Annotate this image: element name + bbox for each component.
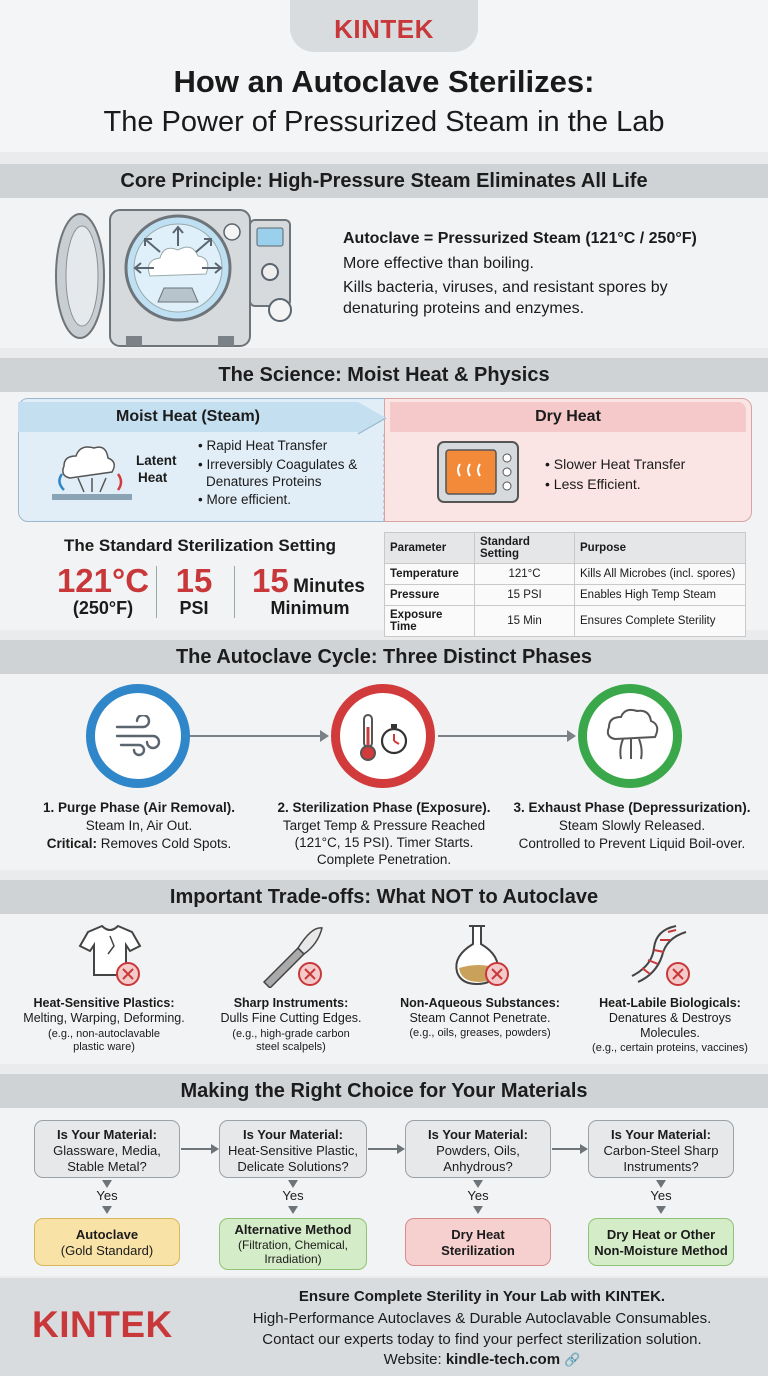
thermometer-timer-icon — [356, 709, 412, 765]
core-panel — [0, 198, 768, 348]
arrow-down-icon — [102, 1180, 112, 1188]
arrow-right-icon — [320, 730, 329, 742]
table-header: Standard Setting — [475, 533, 575, 564]
core-line2: More effective than boiling. — [343, 255, 534, 272]
page-title: How an Autoclave Sterilizes: — [173, 64, 595, 99]
arrow-down-icon — [656, 1206, 666, 1214]
tradeoff-4-sub1: (e.g., certain proteins, vaccines) — [592, 1042, 748, 1054]
table-row — [385, 606, 746, 637]
table-cell: Ensures Complete Sterility — [575, 606, 746, 637]
table-header: Parameter — [385, 533, 475, 564]
phase-3-line2: Controlled to Prevent Liquid Boil-over. — [518, 836, 746, 851]
temp-f: (250°F) — [72, 598, 134, 618]
tradeoff-1-sub2: plastic ware) — [73, 1041, 135, 1053]
question-text: Stable Metal? — [67, 1159, 147, 1174]
tradeoff-2-sub1: (e.g., high-grade carbon — [232, 1028, 350, 1040]
result-title: Autoclave — [75, 1227, 139, 1242]
yes-label: Yes — [467, 1188, 489, 1203]
choice-heading: Making the Right Choice for Your Materials — [0, 1074, 768, 1108]
question-label: Is Your Material: — [243, 1127, 343, 1142]
arrow-down-icon — [473, 1180, 483, 1188]
result-autoclave — [34, 1218, 180, 1266]
tradeoff-4-title: Heat-Labile Biologicals: — [599, 996, 741, 1010]
purge-phase-circle — [86, 684, 190, 788]
core-line3a: Kills bacteria, viruses, and resistant spores by — [343, 279, 668, 296]
dry-point-1: • Slower Heat Transfer — [545, 456, 686, 472]
moist-point-1: • Rapid Heat Transfer — [198, 438, 328, 453]
time-value — [252, 562, 365, 600]
setting-title: The Standard Sterilization Setting — [63, 536, 337, 555]
phase-2-line2: (121°C, 15 PSI). Timer Starts. — [294, 835, 474, 850]
tradeoff-3-title: Non-Aqueous Substances: — [400, 996, 560, 1010]
footer-logo[interactable]: KINTEK — [32, 1304, 173, 1345]
table-cell: Exposure Time — [385, 606, 475, 637]
table-row — [385, 564, 746, 585]
result-subtitle: (Filtration, Chemical, — [237, 1238, 349, 1252]
table-cell: Pressure — [385, 585, 475, 606]
moist-point-2: • Irreversibly Coagulates & — [198, 457, 358, 472]
result-alternative — [219, 1218, 367, 1270]
question-box-3 — [405, 1120, 551, 1178]
link-icon: 🔗 — [564, 1352, 581, 1367]
time-num: 15 — [252, 562, 289, 599]
tradeoff-2-sub2: steel scalpels) — [256, 1041, 326, 1053]
core-line3b: denaturing proteins and enzymes. — [343, 300, 585, 317]
latent-heat-icon — [48, 438, 138, 508]
tradeoff-1-sub1: (e.g., non-autoclavable — [48, 1028, 160, 1040]
steam-cloud-icon — [603, 707, 659, 765]
question-box-4 — [588, 1120, 734, 1178]
website-link[interactable]: kindle-tech.com — [445, 1351, 561, 1368]
divider-1 — [156, 566, 157, 618]
result-subtitle: Irradiation) — [264, 1252, 322, 1266]
dry-heat-title: Dry Heat — [390, 402, 746, 432]
moist-heat-title: Moist Heat (Steam) — [18, 402, 358, 432]
cycle-connector-2 — [438, 735, 572, 737]
footer-line1: Ensure Complete Sterility in Your Lab with KINTEK. — [298, 1288, 666, 1305]
sterilization-phase-circle — [331, 684, 435, 788]
core-line1: Autoclave = Pressurized Steam (121°C / 250°F) — [343, 230, 697, 247]
header-logo[interactable]: KINTEK — [334, 14, 434, 44]
phase-3-line1: Steam Slowly Released. — [558, 818, 706, 833]
tradeoff-1-line1: Melting, Warping, Deforming. — [23, 1011, 185, 1025]
question-label: Is Your Material: — [428, 1127, 528, 1142]
table-cell: Enables High Temp Steam — [575, 585, 746, 606]
autoclave-illustration — [50, 206, 310, 348]
question-box-2 — [219, 1120, 367, 1178]
footer-line2: High-Performance Autoclaves & Durable Autoclavable Consumables. — [252, 1310, 712, 1327]
arrow-right-icon — [580, 1144, 588, 1154]
shirt-icon — [76, 922, 146, 988]
result-title: Alternative Method — [234, 1222, 352, 1237]
tradeoff-1-title: Heat-Sensitive Plastics: — [33, 996, 175, 1010]
tradeoff-3-line1: Steam Cannot Penetrate. — [409, 1011, 551, 1025]
pressure-unit: PSI — [179, 598, 209, 618]
tradeoff-2-line1: Dulls Fine Cutting Edges. — [220, 1011, 362, 1025]
flow-connector — [181, 1148, 213, 1150]
arrow-down-icon — [656, 1180, 666, 1188]
phase-1-critical: Critical: — [46, 836, 97, 851]
table-cell: Kills All Microbes (incl. spores) — [575, 564, 746, 585]
flow-connector — [368, 1148, 398, 1150]
pressure-num: 15 — [175, 562, 213, 599]
moist-point-4: • More efficient. — [198, 492, 292, 507]
arrow-down-icon — [288, 1180, 298, 1188]
question-text: Glassware, Media, — [53, 1143, 161, 1158]
page-subtitle: The Power of Pressurized Steam in the Lab — [103, 106, 665, 138]
header — [0, 0, 768, 152]
arrow-down-icon — [473, 1206, 483, 1214]
cycle-panel — [0, 674, 768, 870]
latent-label-1: Latent — [136, 453, 177, 468]
arrow-down-icon — [288, 1206, 298, 1214]
oven-icon — [436, 438, 520, 506]
dna-icon — [626, 922, 696, 988]
phase-1-line2-text: Removes Cold Spots. — [96, 836, 232, 851]
latent-label-2: Heat — [138, 470, 168, 485]
footer-line3: Contact our experts today to find your perfect sterilization solution. — [262, 1331, 702, 1348]
question-label: Is Your Material: — [611, 1127, 711, 1142]
temp-c: 121°C — [56, 562, 150, 599]
cycle-connector-1 — [190, 735, 326, 737]
science-heading: The Science: Moist Heat & Physics — [0, 358, 768, 392]
phase-2-line3: Complete Penetration. — [316, 852, 452, 867]
tradeoff-4-line1: Denatures & Destroys — [608, 1011, 732, 1025]
question-text: Powders, Oils, — [436, 1143, 520, 1158]
phase-1-line1: Steam In, Air Out. — [85, 818, 193, 833]
yes-label: Yes — [96, 1188, 118, 1203]
phase-2-title: 2. Sterilization Phase (Exposure). — [277, 800, 491, 815]
result-subtitle: Sterilization — [441, 1243, 515, 1258]
yes-label: Yes — [282, 1188, 304, 1203]
result-title: Dry Heat or Other — [606, 1227, 716, 1242]
result-title: Dry Heat — [451, 1227, 505, 1242]
phase-3-title: 3. Exhaust Phase (Depressurization). — [513, 800, 751, 815]
result-non-moisture — [588, 1218, 734, 1266]
yes-label: Yes — [650, 1188, 672, 1203]
table-header-row — [385, 533, 746, 564]
arrow-right-icon — [567, 730, 576, 742]
flask-icon — [445, 922, 515, 988]
footer — [0, 1278, 768, 1376]
tradeoff-2-title: Sharp Instruments: — [233, 996, 349, 1010]
choice-panel — [0, 1108, 768, 1276]
table-cell: 15 PSI — [475, 585, 575, 606]
result-subtitle: (Gold Standard) — [60, 1243, 154, 1258]
phase-2-line1: Target Temp & Pressure Reached — [282, 818, 486, 833]
result-subtitle: Non-Moisture Method — [594, 1243, 728, 1258]
tradeoff-3-sub1: (e.g., oils, greases, powders) — [409, 1027, 551, 1039]
exhaust-phase-circle — [578, 684, 682, 788]
table-header: Purpose — [575, 533, 746, 564]
arrow-right-icon — [211, 1144, 219, 1154]
website-label: Website: — [383, 1351, 446, 1368]
question-text: Carbon-Steel Sharp — [603, 1143, 719, 1158]
divider-2 — [234, 566, 235, 618]
footer-website-row — [206, 1351, 758, 1368]
question-text: Heat-Sensitive Plastic, — [227, 1143, 359, 1158]
arrow-down-icon — [102, 1206, 112, 1214]
time-unit: Minutes — [293, 576, 365, 597]
table-row — [385, 585, 746, 606]
question-text: Instruments? — [623, 1159, 699, 1174]
core-heading: Core Principle: High-Pressure Steam Eliminates All Life — [0, 164, 768, 198]
question-box-1 — [34, 1120, 180, 1178]
table-cell: 15 Min — [475, 606, 575, 637]
tradeoffs-heading: Important Trade-offs: What NOT to Autoclave — [0, 880, 768, 914]
scalpel-icon — [258, 922, 328, 988]
tradeoff-4-line2: Molecules. — [640, 1026, 700, 1040]
arrow-right-icon — [397, 1144, 405, 1154]
table-cell: 121°C — [475, 564, 575, 585]
time-sub: Minimum — [270, 598, 350, 618]
tradeoffs-panel — [0, 914, 768, 1064]
wind-icon — [115, 715, 161, 757]
table-cell: Temperature — [385, 564, 475, 585]
flow-connector — [552, 1148, 582, 1150]
result-dry-heat — [405, 1218, 551, 1266]
question-label: Is Your Material: — [57, 1127, 157, 1142]
parameter-table — [384, 532, 746, 637]
question-text: Delicate Solutions? — [237, 1159, 349, 1174]
cycle-heading: The Autoclave Cycle: Three Distinct Phases — [0, 640, 768, 674]
question-text: Anhydrous? — [443, 1159, 513, 1174]
science-panel — [0, 392, 768, 633]
dry-point-2: • Less Efficient. — [545, 476, 641, 492]
phase-1-title: 1. Purge Phase (Air Removal). — [42, 800, 236, 815]
moist-point-3: Denatures Proteins — [206, 474, 322, 489]
phase-1-line2 — [14, 836, 264, 851]
